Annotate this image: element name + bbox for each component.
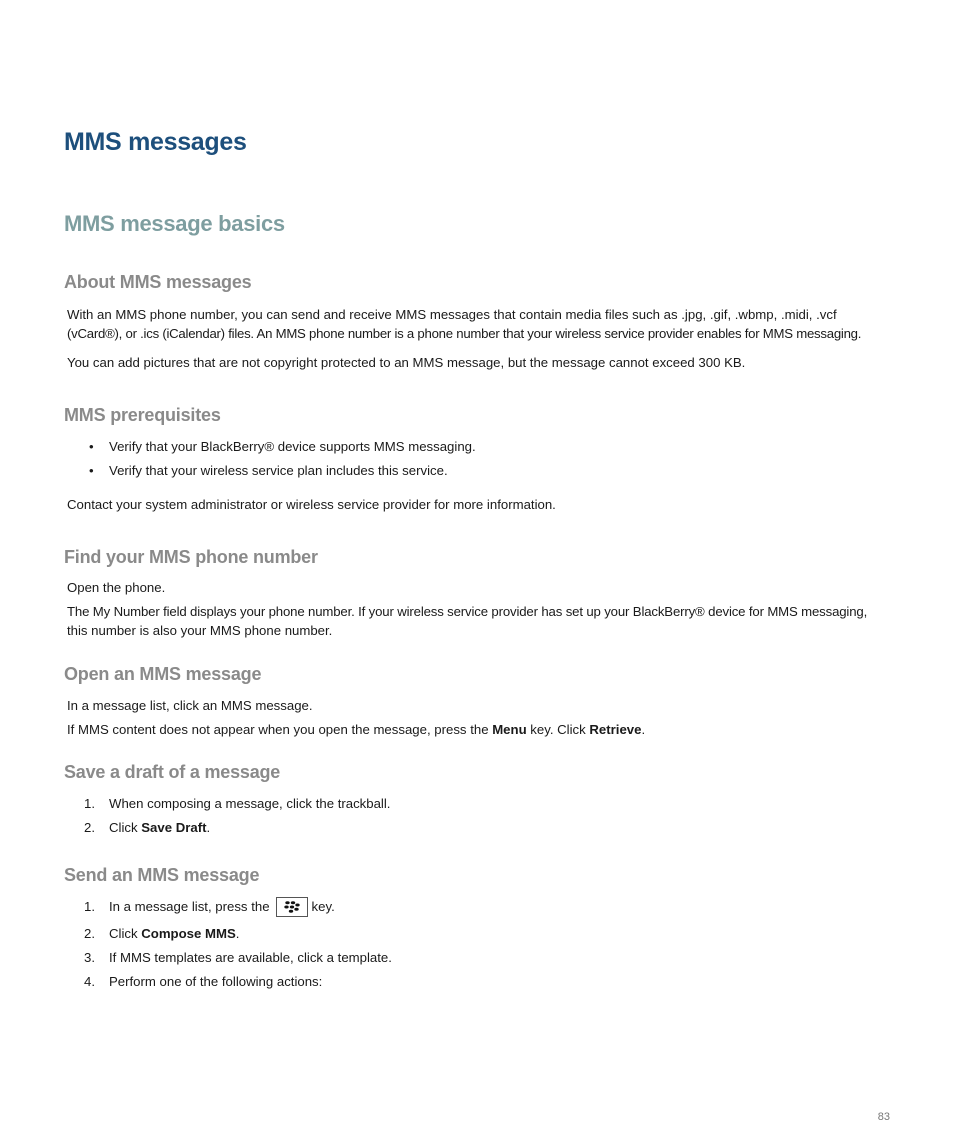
- compose-mms-label: Compose MMS: [141, 926, 236, 941]
- find-p2-line1: The My Number field displays your phone number. If your wireless service provider has set up your BlackBerry® device for MMS messaging,: [67, 604, 868, 619]
- step-item: [84, 794, 390, 813]
- prereq-note: Contact your system administrator or wireless service provider for more information.: [67, 497, 556, 512]
- page-number: 83: [877, 1111, 890, 1123]
- menu-key-label: Menu: [492, 722, 527, 737]
- step-number: 3.: [84, 950, 95, 965]
- step-item: [84, 972, 322, 991]
- open-paragraph-2: [67, 720, 897, 739]
- open-p2-text: If MMS content does not appear when you open the message, press the: [67, 722, 493, 737]
- section-subtitle: MMS message basics: [64, 211, 285, 236]
- blackberry-menu-key-icon: [276, 897, 308, 917]
- open-p2-text: .: [641, 722, 646, 737]
- open-paragraph-1: In a message list, click an MMS message.: [67, 698, 313, 713]
- page-title: MMS messages: [64, 128, 247, 156]
- about-p1-line2: (vCard®), or .ics (iCalendar) files. An MMS phone number is a phone number that your wireless service provider enables for MMS messaging.: [67, 326, 862, 341]
- bullet-text: Verify that your BlackBerry® device supports MMS messaging.: [109, 439, 476, 454]
- step-number: 4.: [84, 974, 95, 989]
- step-number: 1.: [84, 796, 95, 811]
- step-text: In a message list, press the: [109, 899, 270, 914]
- heading-save-draft: Save a draft of a message: [64, 762, 281, 782]
- heading-send-message: Send an MMS message: [64, 865, 260, 885]
- step-number: 2.: [84, 820, 95, 835]
- step-item: [84, 818, 210, 837]
- step-text: When composing a message, click the trackball.: [109, 796, 391, 811]
- bullet-item: [84, 461, 448, 480]
- bullet-item: [84, 437, 476, 456]
- heading-open-message: Open an MMS message: [64, 664, 262, 684]
- step-text: If MMS templates are available, click a template.: [109, 950, 392, 965]
- find-p2-line2: this number is also your MMS phone number.: [67, 623, 333, 638]
- find-paragraph-2: [67, 602, 897, 640]
- step-text: .: [206, 820, 211, 835]
- about-paragraph-1: [67, 305, 897, 343]
- heading-prerequisites: MMS prerequisites: [64, 405, 221, 425]
- step-number: 2.: [84, 926, 95, 941]
- step-number: 1.: [84, 899, 95, 914]
- bullet-text: Verify that your wireless service plan includes this service.: [109, 463, 448, 478]
- step-text: Click: [109, 926, 142, 941]
- heading-about-mms: About MMS messages: [64, 272, 252, 292]
- step-text: Click: [109, 820, 142, 835]
- open-p2-text: key. Click: [526, 722, 590, 737]
- bullet-marker: •: [89, 439, 94, 454]
- about-p1-line1: With an MMS phone number, you can send and receive MMS messages that contain media files such as .jpg, .gif, .wbmp, .midi, .vcf: [67, 307, 837, 322]
- bullet-marker: •: [89, 463, 94, 478]
- step-text: Perform one of the following actions:: [109, 974, 323, 989]
- step-item: [84, 924, 239, 943]
- retrieve-label: Retrieve: [589, 722, 642, 737]
- step-item: [84, 897, 335, 918]
- step-text: .: [235, 926, 240, 941]
- step-text: key.: [311, 899, 335, 914]
- step-item: [84, 948, 392, 967]
- find-paragraph-1: Open the phone.: [67, 580, 166, 595]
- heading-find-number: Find your MMS phone number: [64, 547, 318, 567]
- save-draft-label: Save Draft: [141, 820, 207, 835]
- about-paragraph-2: You can add pictures that are not copyright protected to an MMS message, but the message cannot exceed 300 KB.: [67, 355, 746, 370]
